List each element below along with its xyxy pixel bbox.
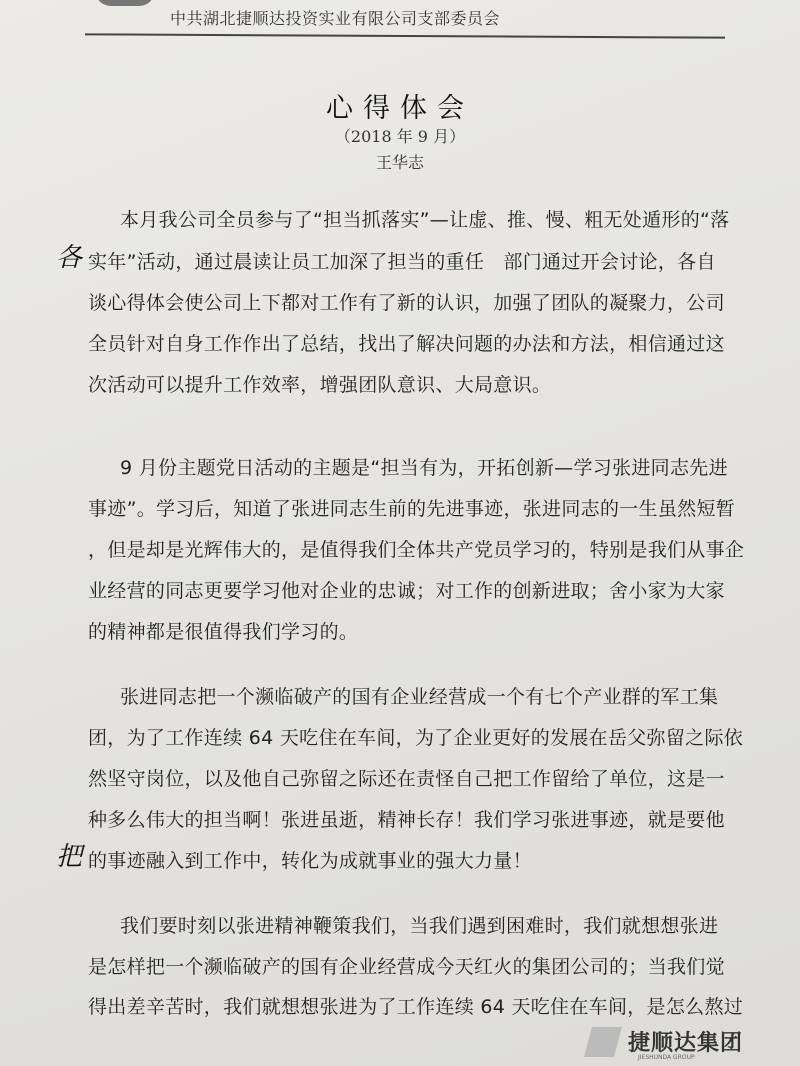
- paragraph-line: ，但是却是光辉伟大的，是值得我们全体共产党员学习的，特别是我们从事企: [88, 539, 745, 561]
- document-date: （2018 年 9 月）: [334, 127, 466, 146]
- paragraph-line: 然坚守岗位，以及他自己弥留之际还在责怪自己把工作留给了单位，这是一: [88, 768, 725, 790]
- paragraph-line: 事迹”。学习后，知道了张进同志生前的先进事迹，张进同志的一生虽然短暂: [88, 498, 736, 520]
- company-logo: [588, 1026, 744, 1061]
- logo-subtitle: JIESHUNDA GROUP: [638, 1054, 695, 1061]
- handwritten-insertion: 把: [56, 842, 83, 872]
- paragraph-line: 次活动可以提升工作效率，增强团队意识、大局意识。: [88, 374, 552, 396]
- paragraph-line: 谈心得体会使公司上下都对工作有了新的认识，加强了团队的凝聚力，公司: [88, 292, 725, 314]
- paragraph-line: 本月我公司全员参与了“担当抓落实”—让虚、推、慢、粗无处遁形的“落: [120, 209, 730, 231]
- paragraph-line: 的事迹融入到工作中，转化为成就事业的强大力量！: [88, 850, 532, 872]
- paragraph-line: 张进同志把一个濒临破产的国有企业经营成一个有七个产业群的军工集: [120, 686, 719, 708]
- letterhead-rule: [85, 33, 725, 38]
- handwritten-insertion: 各: [56, 243, 83, 273]
- paragraph-line: 的精神都是很值得我们学习的。: [88, 621, 359, 643]
- document-author: 王华志: [375, 153, 424, 172]
- paragraph-line: 种多么伟大的担当啊！张进虽逝，精神长存！我们学习张进事迹，就是要他: [88, 809, 725, 831]
- paragraph-line: 实年”活动，通过晨读让员工加深了担当的重任 部门通过开会讨论，各自: [88, 251, 716, 273]
- paragraph-line: 是怎样把一个濒临破产的国有企业经营成今天红火的集团公司的；当我们觉: [88, 956, 725, 978]
- paragraph-line: 9 月份主题党日活动的主题是“担当有为，开拓创新—学习张进同志先进: [120, 457, 728, 479]
- document-title: 心得体会: [326, 93, 474, 124]
- paragraph-line: 全员针对自身工作作出了总结，找出了解决问题的办法和方法，相信通过这: [88, 333, 725, 355]
- logo-name: 捷顺达集团: [628, 1031, 744, 1056]
- paragraph-line: 我们要时刻以张进精神鞭策我们，当我们遇到困难时，我们就想想张进: [120, 915, 719, 937]
- logo-mark-icon: [584, 1027, 622, 1057]
- paragraph-line: 得出差辛苦时，我们就想想张进为了工作连续 64 天吃住在车间，是怎么熬过: [88, 996, 744, 1018]
- letterhead-org: 中共湖北捷顺达投资实业有限公司支部委员会: [170, 9, 501, 28]
- paragraph-line: 业经营的同志更要学习他对企业的忠诚；对工作的创新进取；舍小家为大家: [88, 580, 725, 602]
- paragraph-line: 团，为了工作连续 64 天吃住在车间，为了企业更好的发展在岳父弥留之际依: [88, 727, 744, 749]
- party-emblem: [95, 0, 155, 6]
